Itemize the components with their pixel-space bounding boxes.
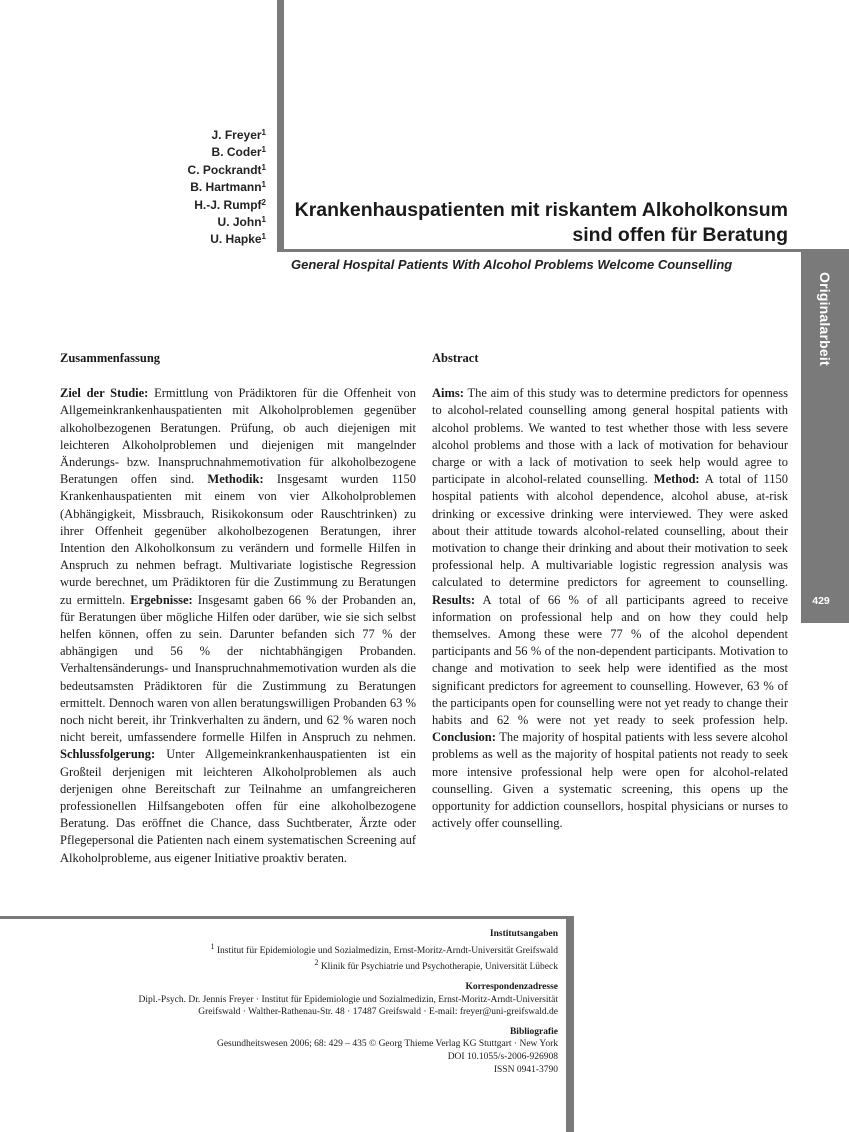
zusammenfassung-heading: Zusammenfassung: [60, 351, 161, 365]
abstract-text: Aims: The aim of this study was to determine predictors for openness to alcohol-related counselling among general hospital patients with alcohol problems. We wanted to test whether those with less severe alcohol problems and those with a lack of motivation for behaviour charge or with a lack of motivation to seek help would agree to participate in alcohol-related counselling. Method: A total of 1150 hospital patients with alcohol dependence, alcohol abuse, at-risk drinking or excessive drinking were interviewed. They were asked about their attitude towards alcohol-related counselling, about their motivation to change their drinking and about their motivation to seek professional help. A multivariable logistic regression analysis was calculated to determine predictors for agreement to counselling. Results: A total of 66 % of all participants agreed to receive information on professional help and on how they could help themselves. Among these were 77 % of the alcohol dependent participants and 56 % of the non-dependent participants. Motivation to change and motivation to seek help were identified as the most significant predictors for agreement to counselling. However, 63 % of the participants open for counselling were not yet ready to change their habits and 62 % were not yet ready to seek profession help. Conclusion: The majority of hospital patients with less severe alcohol problems as well as the majority of hospital patients not ready to seek more intensive professional help were open for alcohol-related counselling. Given a systematic screening, this opens up the opportunity for addiction counsellors, hospital physicians or nurses to actively offer counselling.: [432, 386, 788, 831]
footer-vertical-rule: [566, 916, 574, 1132]
institute-line: $^2$ Klinik für Psychiatrie und Psychotherapie, Universität Lübeck: [314, 958, 558, 973]
correspondence-block: [0, 981, 558, 1019]
bibliography-block: [0, 1026, 558, 1076]
article-title: [268, 198, 788, 248]
author: C. Pockrandt$^1$: [187, 162, 266, 177]
footer-top-rule: [0, 916, 574, 919]
page-number: 429: [812, 595, 830, 607]
author: U. John$^1$: [217, 215, 266, 230]
section-label: Originalarbeit: [817, 272, 833, 366]
author: J. Freyer$^1$: [211, 128, 266, 142]
author: B. Coder$^1$: [211, 145, 266, 160]
correspondence-line: Greifswald · Walther-Rathenau-Str. 48 · 17487 Greifswald · E-mail: freyer@uni-greifswald.de: [198, 1007, 558, 1018]
author-list: [188, 127, 266, 249]
author: B. Hartmann$^1$: [190, 180, 266, 195]
zusammenfassung-text: Ziel der Studie: Ermittlung von Prädiktoren für die Offenheit von Allgemeinkrankenhauspatienten mit Alkoholproblemen gegenüber alkoholbezogenen Beratungen. Prüfung, ob auch diejenigen mit leichteren Alkoholproblemen und diejenigen mit mangelnder Änderungs- bzw. Inanspruchnahmemotivation für alkoholbezogene Beratungen offen sind. Methodik: Insgesamt wurden 1150 Krankenhauspatienten mit einem von vier Alkoholproblemen (Abhängigkeit, Missbrauch, Risikokonsum oder Rauschtrinken) zu ihrer Offenheit gegenüber alkoholbezogenen Beratungen, ihrer Intention den Alkoholkonsum zu verändern und formelle Hilfen in Anspruch zu nehmen befragt. Multivariate logistische Regression wurde berechnet, um Prädiktoren für die Zustimmung zu Beratungen zu ermitteln. Ergebnisse: Insgesamt gaben 66 % der Probanden an, für Beratungen über mögliche Hilfen oder darüber, wie sie sich selbst helfen können, offen zu sein. Darunter befanden sich 77 % der abhängigen und 56 % der nichtabhängigen Probanden. Verhaltensänderungs- und Inanspruchnahmemotivation wurden als die bedeutsamsten Prädiktoren für die Zustimmung zu Beratungen ermittelt. Dennoch waren von allen beratungswilligen Probanden 63 % noch nicht bereit, ihr Trinkverhalten zu ändern, und 62 % waren noch nicht bereit, umfassendere formelle Hilfen in Anspruch zu nehmen. Schlussfolgerung: Unter Allgemeinkrankenhauspatienten ist ein Großteil derjenigen mit leichteren Alkoholproblemen als auch derjenigen ohne Bereitschaft zur Teilnahme an umfangreicheren professionellen Hilfsangeboten offen für eine alkoholbezogene Beratung. Das eröffnet die Chance, dass Suchtberater, Ärzte oder Pflegepersonal die Patienten nach einem systematischen Screening auf Alkoholprobleme, aus eigener Initiative proaktiv beraten.: [60, 386, 417, 865]
article-title-line-2: sind offen für Beratung: [572, 224, 788, 246]
institute-heading: Institutsangaben: [489, 929, 558, 939]
article-subtitle: General Hospital Patients With Alcohol Problems Welcome Counselling: [291, 257, 733, 272]
institute-line: $^1$ Institut für Epidemiologie und Sozialmedizin, Ernst-Moritz-Arndt-Universität Greifswald: [210, 941, 558, 956]
article-title-line-1: Krankenhauspatienten mit riskantem Alkoholkonsum: [294, 199, 788, 221]
bibliography-line: Gesundheitswesen 2006; 68: 429 – 435 © Georg Thieme Verlag KG Stuttgart · New York: [216, 1039, 558, 1050]
correspondence-line: Dipl.-Psych. Dr. Jennis Freyer · Institut für Epidemiologie und Sozialmedizin, Ernst-Moritz-Arndt-Universität: [138, 994, 558, 1005]
issn-line: ISSN 0941-3790: [493, 1064, 558, 1075]
author: H.-J. Rumpf$^2$: [194, 197, 266, 212]
abstract-heading: Abstract: [432, 351, 479, 365]
correspondence-heading: Korrespondenzadresse: [465, 982, 558, 993]
institute-block: [0, 928, 558, 974]
article-footer: [0, 928, 558, 1083]
author: U. Hapke$^1$: [210, 232, 266, 247]
bibliography-heading: Bibliografie: [509, 1026, 558, 1037]
zusammenfassung-column: [60, 350, 416, 867]
title-underline-rule: [277, 249, 849, 252]
abstract-column: [432, 350, 788, 832]
doi-line: DOI 10.1055/s-2006-926908: [447, 1052, 558, 1063]
